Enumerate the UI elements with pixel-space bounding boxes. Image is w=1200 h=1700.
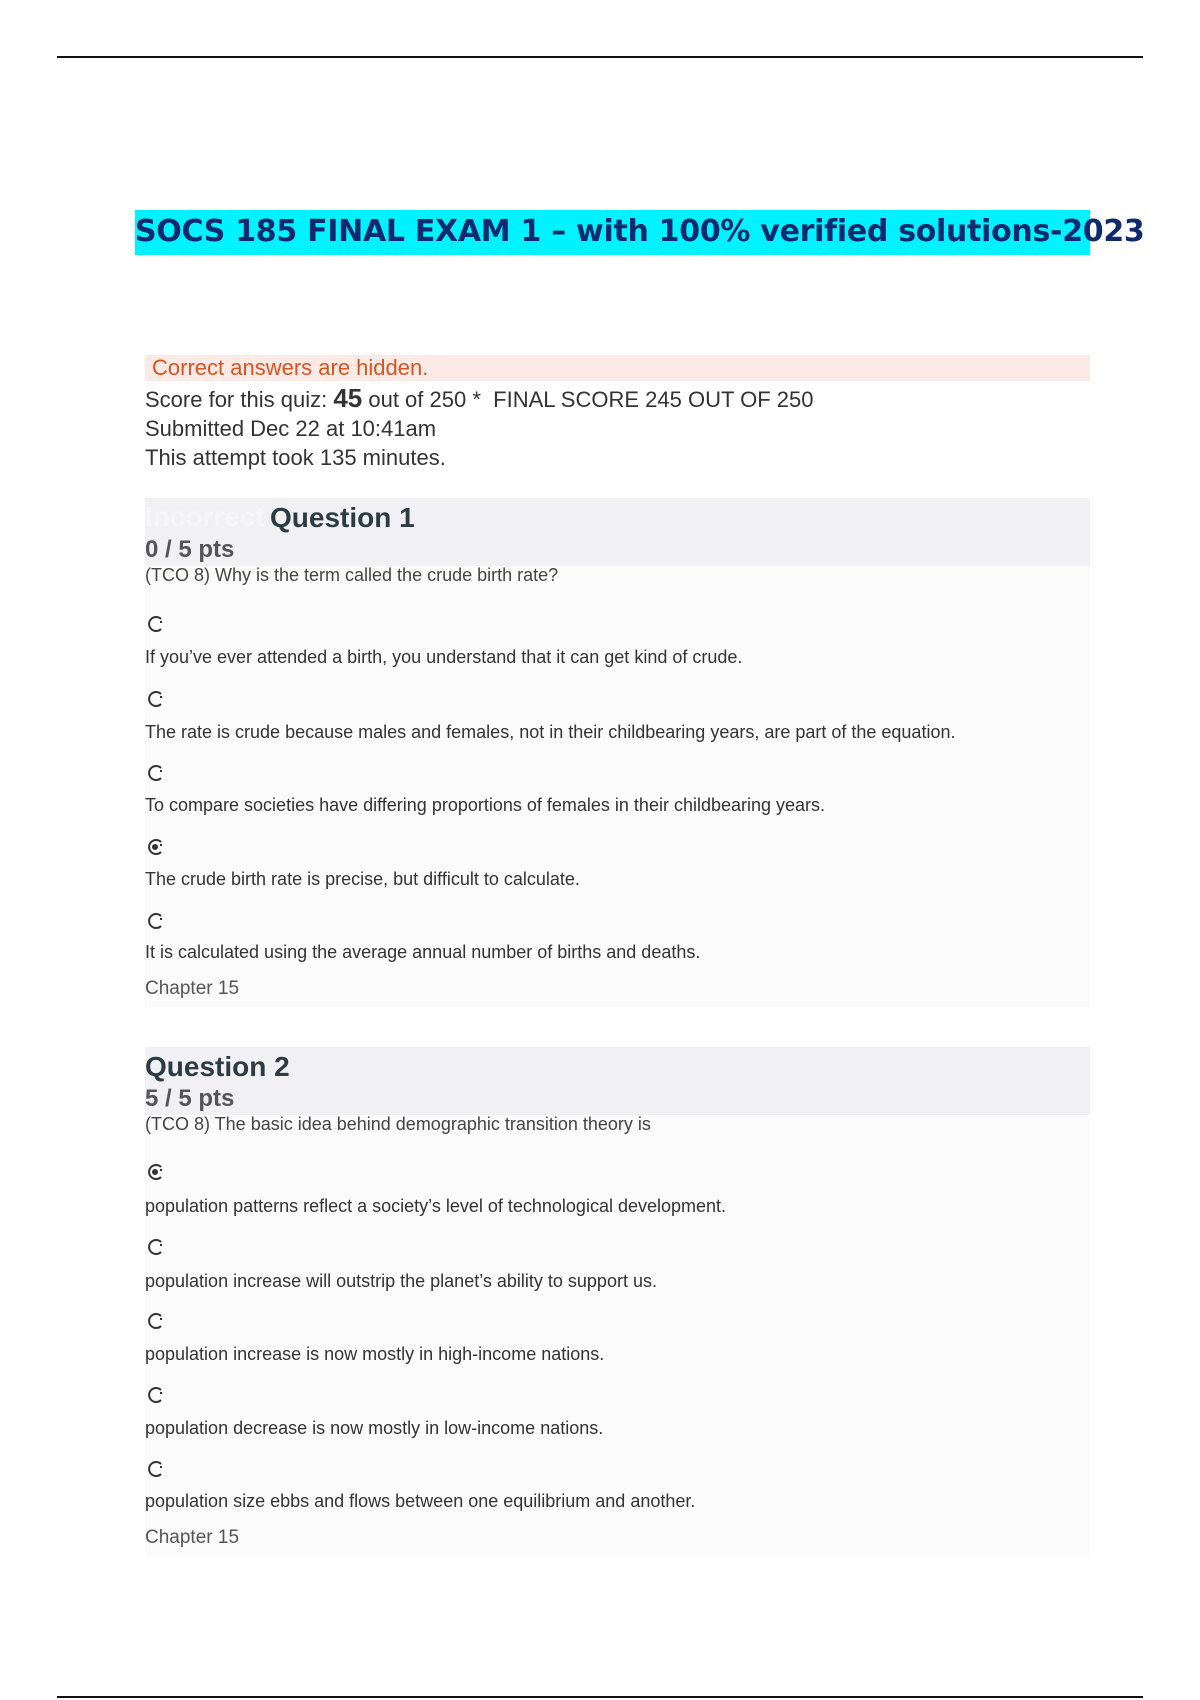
attempt-duration: This attempt took 135 minutes. — [145, 445, 446, 470]
question-1-answer-1: If you’ve ever attended a birth, you understand that it can get kind of crude. — [145, 647, 743, 667]
question-1-answer-3: To compare societies have differing proportions of females in their childbearing years. — [145, 795, 826, 815]
radio-icon[interactable] — [146, 1460, 164, 1478]
question-1-points: 0 / 5 pts — [145, 536, 235, 563]
radio-icon[interactable] — [146, 1238, 164, 1256]
question-2-answer-5: population size ebbs and flows between one equilibrium and another. — [145, 1491, 696, 1511]
question-2-answer-3: population increase is now mostly in high-income nations. — [145, 1344, 605, 1364]
score-value: 45 — [333, 383, 363, 413]
radio-icon[interactable] — [146, 912, 164, 930]
question-2-answer-2: population increase will outstrip the planet’s ability to support us. — [145, 1271, 657, 1291]
question-2-title: Question 2 — [145, 1051, 290, 1082]
question-2-header — [145, 1047, 1090, 1115]
hidden-answers-notice — [145, 355, 1090, 381]
document-title: SOCS 185 FINAL EXAM 1 – with 100% verified solutions-2023 — [135, 214, 1145, 249]
score-suffix: out of 250 * — [368, 387, 481, 412]
radio-icon[interactable] — [146, 764, 164, 782]
top-rule — [57, 56, 1143, 58]
question-2-answer-1: population patterns reflect a society’s level of technological development. — [145, 1196, 727, 1216]
question-1-answer-4: The crude birth rate is precise, but difficult to calculate. — [145, 869, 580, 889]
hidden-answers-text: Correct answers are hidden. — [152, 355, 429, 380]
question-2-points: 5 / 5 pts — [145, 1085, 235, 1112]
question-1-header — [145, 498, 1090, 566]
radio-icon[interactable] — [146, 1386, 164, 1404]
question-2-chapter: Chapter 15 — [145, 1527, 240, 1548]
question-1-title: Question 1 — [270, 502, 415, 533]
question-1-answer-5: It is calculated using the average annual number of births and deaths. — [145, 942, 701, 962]
question-2-answer-4: population decrease is now mostly in low-income nations. — [145, 1418, 604, 1438]
score-prefix: Score for this quiz: — [145, 387, 328, 412]
question-1-chapter: Chapter 15 — [145, 978, 240, 999]
question-1-status: Incorrect — [145, 501, 265, 532]
question-1-answer-2: The rate is crude because males and females, not in their childbearing years, are part of the equation. — [145, 722, 956, 742]
submitted-time: Submitted Dec 22 at 10:41am — [145, 416, 437, 441]
bottom-rule — [57, 1696, 1143, 1698]
radio-icon[interactable] — [146, 1312, 164, 1330]
question-2-text: (TCO 8) The basic idea behind demographic transition theory is — [145, 1114, 651, 1134]
final-score: FINAL SCORE 245 OUT OF 250 — [493, 387, 814, 412]
radio-selected-icon[interactable] — [146, 838, 164, 856]
title-highlight — [135, 210, 1145, 255]
question-1-text: (TCO 8) Why is the term called the crude birth rate? — [145, 565, 559, 585]
radio-icon[interactable] — [146, 615, 164, 633]
radio-icon[interactable] — [146, 690, 164, 708]
score-line — [145, 384, 813, 414]
radio-selected-icon[interactable] — [146, 1163, 164, 1181]
